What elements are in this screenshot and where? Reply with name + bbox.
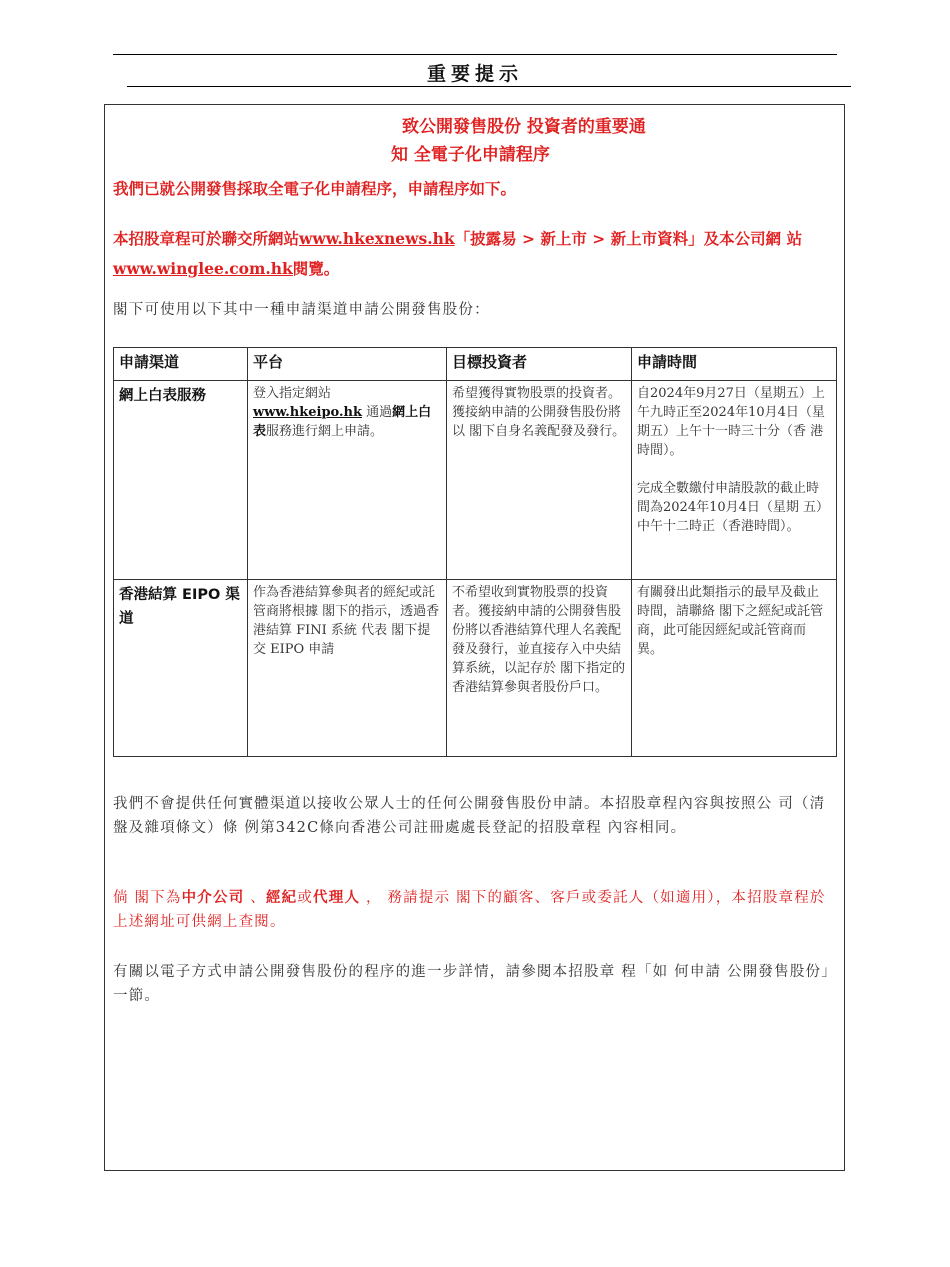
header-channel: 申請渠道 [114,348,248,381]
row1-channel: 網上白表服務 [114,381,248,580]
intro-text: 我們已就公開發售採取全電子化申請程序，申請程序如下。 [113,180,517,198]
notice-title-line1: 致公開發售股份 投資者的重要通 [402,117,646,137]
channels-intro: 閣下可使用以下其中一種申請渠道申請公開發售股份： [113,302,490,318]
table-row [114,381,837,580]
row1-platform-bold: 網上白表 [253,405,432,439]
intermediary-sep2: 或 [297,890,314,906]
row1-platform [248,381,447,580]
intermediary-bold: 中介公司 [181,890,245,906]
row2-platform: 作為香港結算參與者的經紀或託管商將根據 閣下的指示，透過香港結算 FINI 系統 代表 閣下提交 EIPO 申請 [248,580,447,757]
company-link[interactable]: www.winglee.com.hk [113,259,293,278]
availability-text [113,224,843,284]
header-investors: 目標投資者 [447,348,632,381]
row1-platform-via: 通過 [366,405,393,420]
table-row [114,580,837,757]
intermediary-rest: ， 務請提示 閣下的顧客、客戶或委託人（如適用），本招股章程於上述網址可供網上查閱。 [113,890,826,930]
hkeipo-link[interactable]: www.hkeipo.hk [253,405,362,420]
availability-part1: 本招股章程可於聯交所網站 [113,230,300,248]
availability-part2: 「披露易 > 新上市 > 新上市資料」及本公司網 站 [454,230,803,248]
header-rule-top [113,54,837,55]
row1-timing [632,381,837,580]
intermediary-prefix: 倘 閣下為 [113,890,182,906]
notice-title-line2: 知 全電子化申請程序 [391,145,550,165]
row1-platform-text: 登入指定網站 [253,386,332,401]
header-timing: 申請時間 [632,348,837,381]
hkex-link[interactable]: www.hkexnews.hk [299,229,455,248]
page-title: 重要提示 [426,63,523,85]
row2-timing: 有關發出此類指示的最早及截止時間，請聯絡 閣下之經紀或託管商，此可能因經紀或託管商而異。 [632,580,837,757]
row1-investors: 希望獲得實物股票的投資者。獲接納申請的公開發售股份將以 閣下自身名義配發及發行。 [447,381,632,580]
row1-platform-end: 服務進行網上申請。 [266,424,384,439]
header-rule-bottom [127,86,851,87]
no-physical-channel-text: 我們不會提供任何實體渠道以接收公眾人士的任何公開發售股份申請。本招股章程內容與按照公 司（清盤及雜項條文）條 例第342C條向香港公司註冊處處長登記的招股章程 內容相同。 [113,796,826,836]
header-platform: 平台 [248,348,447,381]
row1-timing-open: 自2024年9月27日（星期五）上 午九時正至2024年10月4日（星 期五）上午十一時三十分（香 港時間）。 [637,386,825,458]
row1-timing-deadline: 完成全數繳付申請股款的截止時間為2024年10月4日（星期 五）中午十二時正（香港時間）。 [637,481,830,534]
further-details-text: 有關以電子方式申請公開發售股份的程序的進一步詳情，請參閱本招股章 程「如 何申請 公開發售股份」一節。 [113,964,837,1004]
agent-bold: 代理人 [313,890,361,906]
channels-table [113,347,837,757]
row2-channel: 香港結算 EIPO 渠道 [114,580,248,757]
broker-bold: 經紀 [265,890,298,906]
availability-part3: 閱覽。 [292,260,340,278]
intermediary-sep1: 、 [244,890,266,906]
intermediary-notice [113,886,838,934]
row2-investors: 不希望收到實物股票的投資者。獲接納申請的公開發售股份將以香港結算代理人名義配發及發行，並直接存入中央結算系統，以記存於 閣下指定的香港結算參與者股份戶口。 [447,580,632,757]
